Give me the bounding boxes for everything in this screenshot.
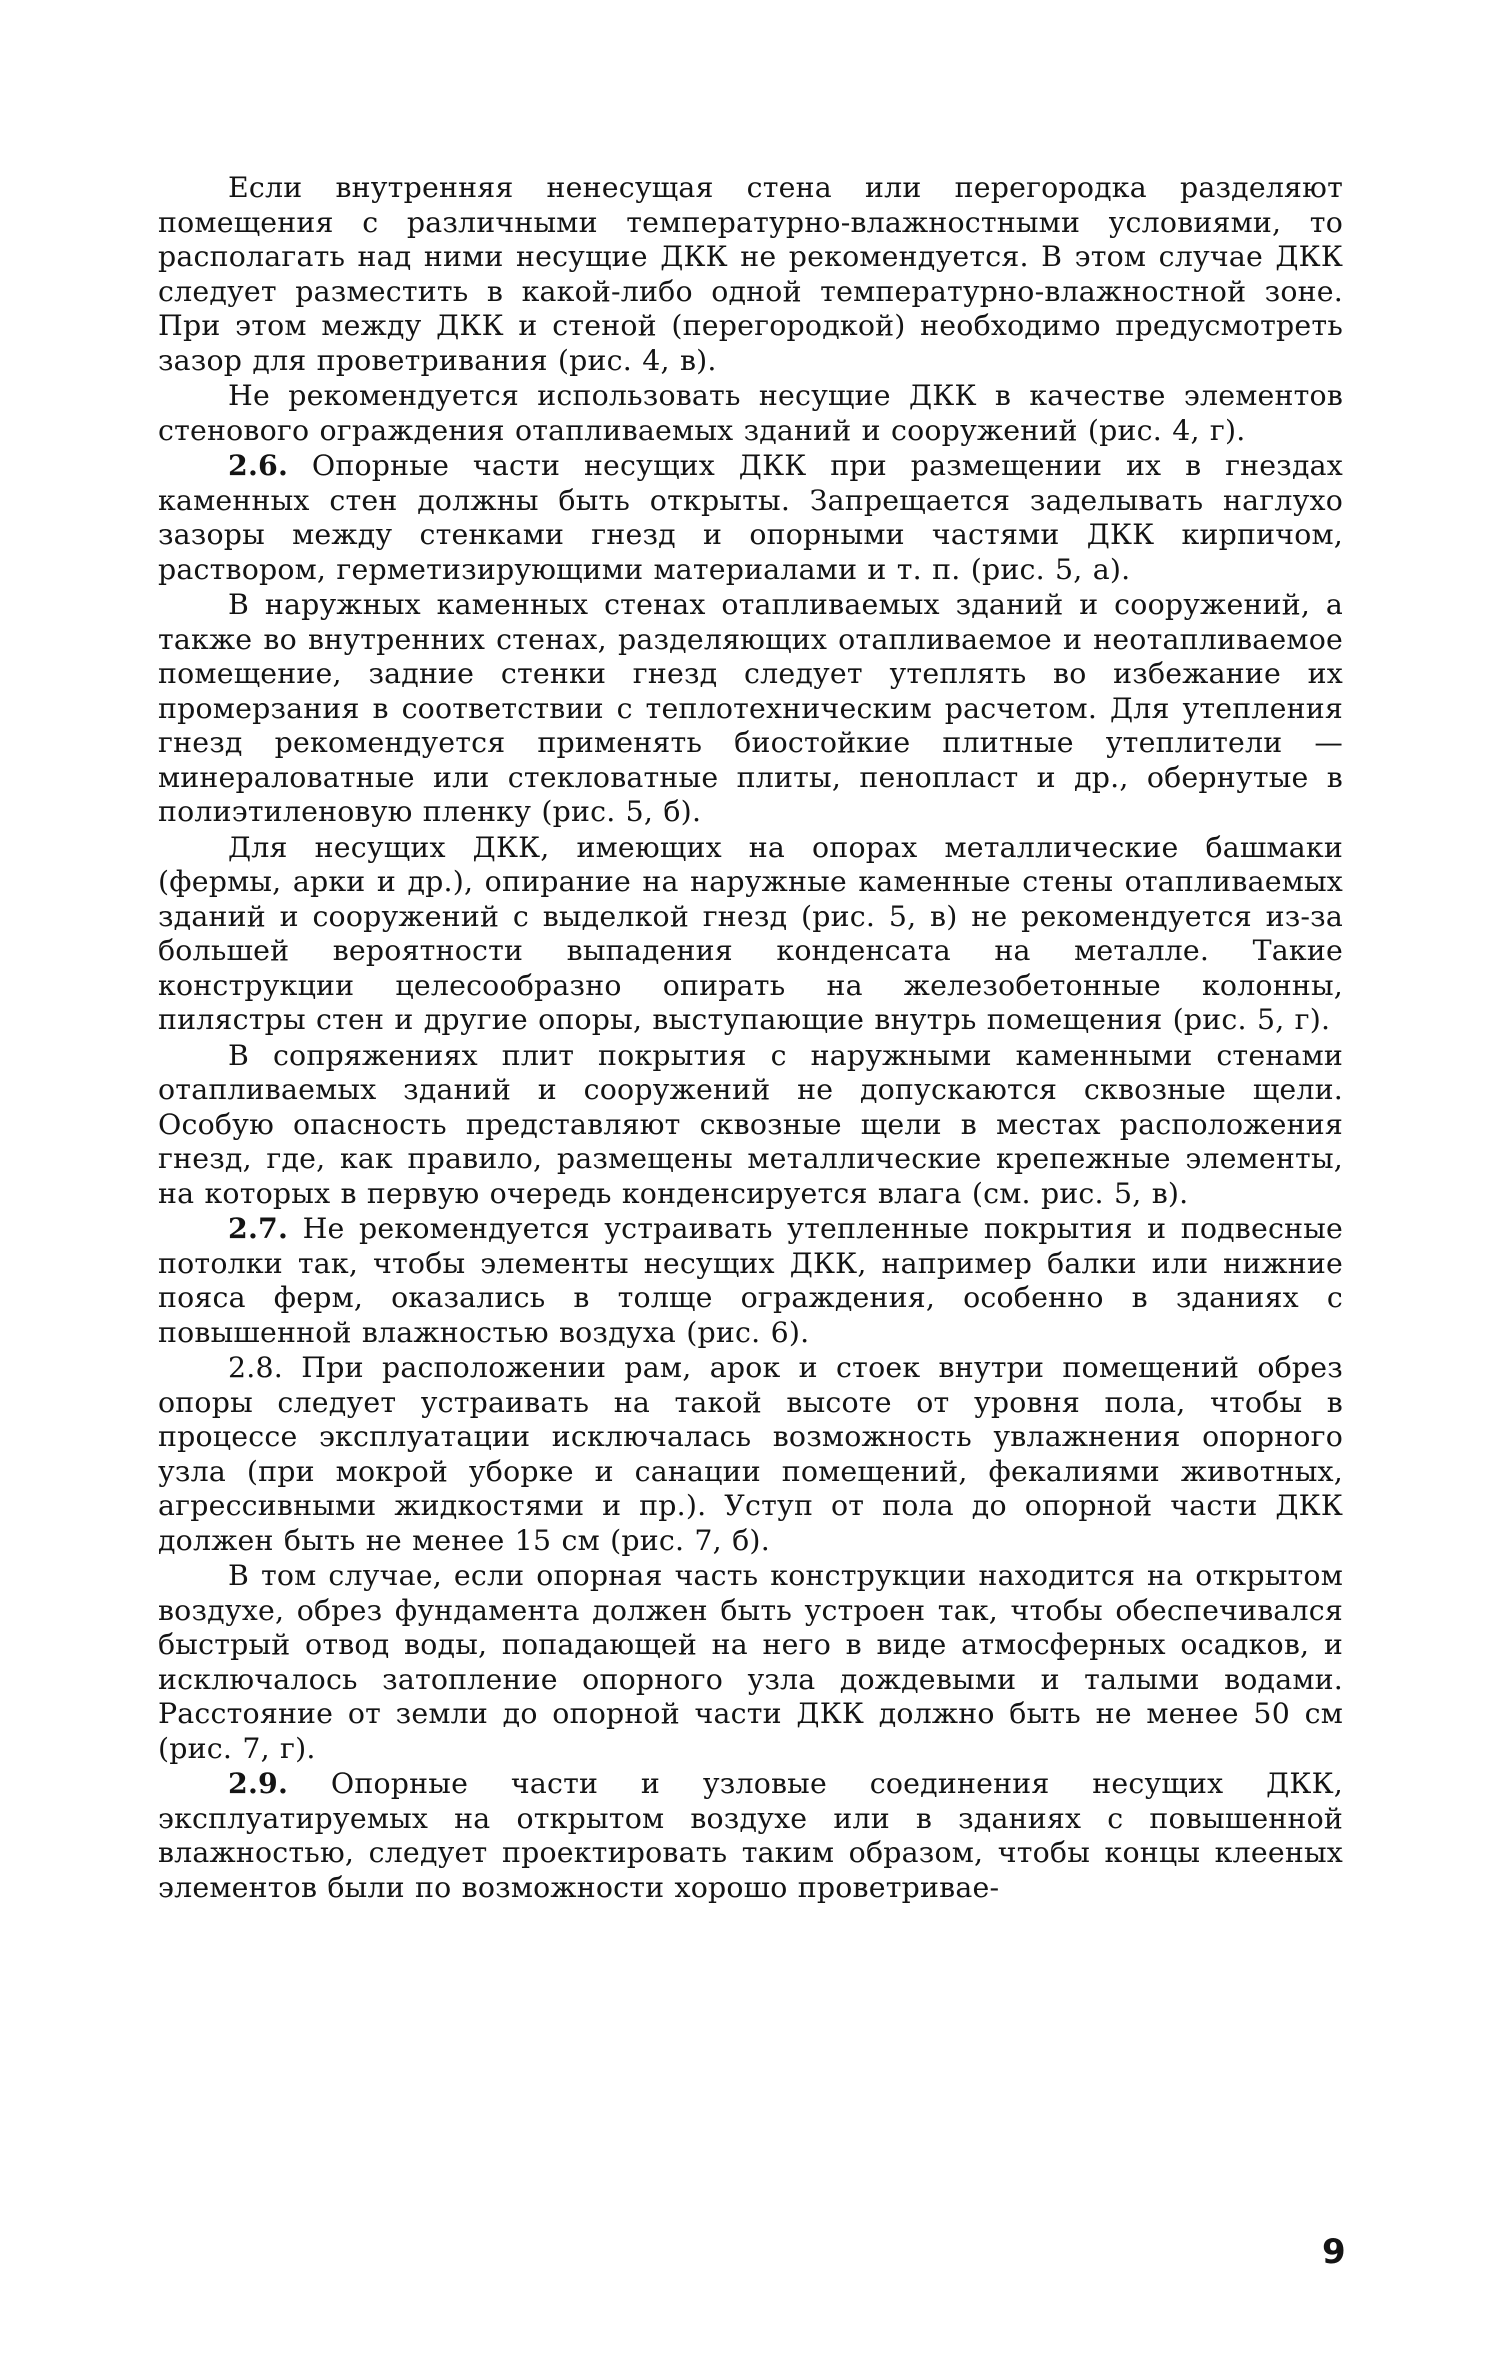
paragraph-text: Не рекомендуется устраивать утепленные покрытия и подвесные потолки так, чтобы элементы несущих ДКК, например балки или нижние пояса ферм, оказались в толще ограждения, особенно в зданиях с повышенной влажностью воздуха (рис. 6). (158, 1212, 1343, 1349)
paragraph-text: Для несущих ДКК, имеющих на опорах металлические башмаки (фермы, арки и др.), опирание на наружные каменные стены отапливаемых зданий и сооружений с выделкой гнезд (рис. 5, в) не рекомендуется из-за большей вероятности выпадения конденсата на металле. Такие конструкции целесообразно опирать на железобетонные колонны, пилястры стен и другие опоры, выступающие внутрь помещения (рис. 5, г). (158, 830, 1343, 1036)
paragraph-text: Опорные части несущих ДКК при размещении их в гнездах каменных стен должны быть открыты. Запрещается заделывать наглухо зазоры между стенками гнезд и опорными частями ДКК кирпичом, раствором, герметизирующими материалами и т. п. (рис. 5, а). (158, 449, 1343, 586)
paragraph (158, 378, 1343, 448)
paragraph (158, 170, 1343, 378)
paragraph-text: 2.8. При расположении рам, арок и стоек внутри помещений обрез опоры следует устраивать на такой высоте от уровня пола, чтобы в процессе эксплуатации исключалась возможность увлажнения опорного узла (при мокрой уборке и санации помещений, фекалиями животных, агрессивными жидкостями и пр.). Уступ от пола до опорной части ДКК должен быть не менее 15 см (рис. 7, б). (158, 1351, 1343, 1557)
paragraph-text: Опорные части и узловые соединения несущих ДКК, эксплуатируемых на открытом воздухе или в зданиях с повышенной влажностью, следует проектировать таким образом, чтобы концы клееных элементов были по возможности хорошо проветривае- (158, 1767, 1343, 1904)
paragraph (158, 1350, 1343, 1558)
section-number: 2.7. (228, 1211, 289, 1245)
paragraph-text: Не рекомендуется использовать несущие ДКК в качестве элементов стенового ограждения отапливаемых зданий и сооружений (рис. 4, г). (158, 379, 1343, 447)
paragraph-text: Если внутренняя ненесущая стена или перегородка разделяют помещения с различными температурно-влажностными условиями, то располагать над ними несущие ДКК не рекомендуется. В этом случае ДКК следует разместить в какой-либо одной температурно-влажностной зоне. При этом между ДКК и стеной (перегородкой) необходимо предусмотреть зазор для проветривания (рис. 4, в). (158, 171, 1343, 377)
paragraph (158, 1211, 1343, 1350)
text-column (158, 170, 1343, 1905)
section-number: 2.9. (228, 1766, 289, 1800)
paragraph (158, 587, 1343, 830)
paragraph (158, 1558, 1343, 1766)
paragraph (158, 1038, 1343, 1212)
section-number: 2.6. (228, 448, 289, 482)
paragraph (158, 448, 1343, 587)
paragraph-text: В том случае, если опорная часть конструкции находится на открытом воздухе, обрез фундамента должен быть устроен так, чтобы обеспечивался быстрый отвод воды, попадающей на него в виде атмосферных осадков, и исключалось затопление опорного узла дождевыми и талыми водами. Расстояние от земли до опорной части ДКК должно быть не менее 50 см (рис. 7, г). (158, 1559, 1343, 1765)
paragraph-text: В сопряжениях плит покрытия с наружными каменными стенами отапливаемых зданий и сооружений не допускаются сквозные щели. Особую опасность представляют сквозные щели в местах расположения гнезд, где, как правило, размещены металлические крепежные элементы, на которых в первую очередь конденсируется влага (см. рис. 5, в). (158, 1038, 1343, 1210)
paragraph (158, 830, 1343, 1038)
paragraph-text: В наружных каменных стенах отапливаемых зданий и сооружений, а также во внутренних стенах, разделяющих отапливаемое и неотапливаемое помещение, задние стенки гнезд следует утеплять во избежание их промерзания в соответствии с теплотехническим расчетом. Для утепления гнезд рекомендуется применять биостойкие плитные утеплители — минераловатные или стекловатные плиты, пенопласт и др., обернутые в полиэтиленовую пленку (рис. 5, б). (158, 588, 1343, 828)
page-number: 9 (1322, 2232, 1346, 2272)
paragraph (158, 1766, 1343, 1905)
